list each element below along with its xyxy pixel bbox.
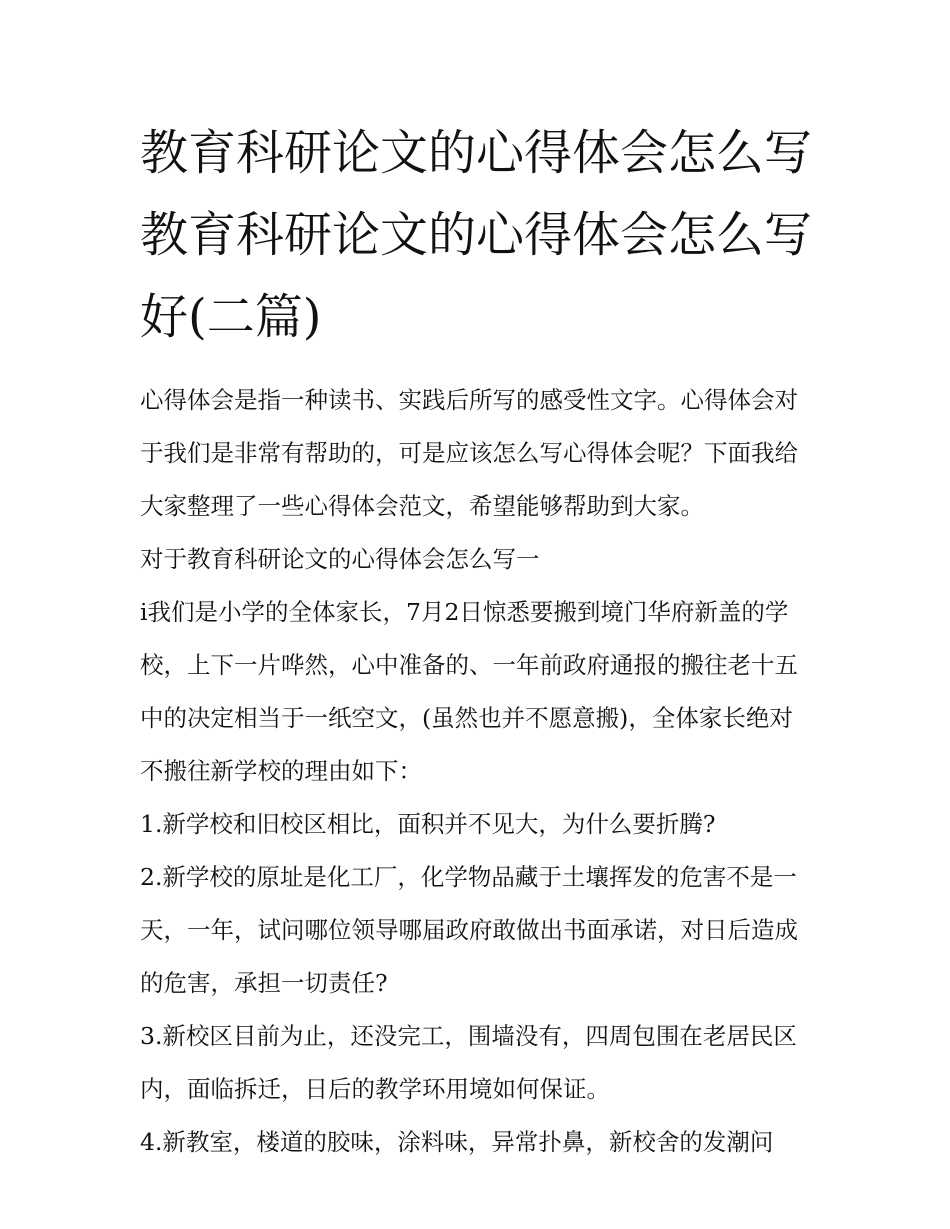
list-item-3: 3.新校区目前为止，还没完工，围墙没有，四周包围在老居民区内，面临拆迁，日后的教学环用境如何保证。 — [140, 1022, 797, 1103]
list-item-4: 4.新教室，楼道的胶味，涂料味，异常扑鼻，新校舍的发潮问 — [140, 1128, 774, 1156]
intro-paragraph: 心得体会是指一种读书、实践后所写的感受性文字。心得体会对于我们是非常有帮助的，可是应该怎么写心得体会呢？下面我给大家整理了一些心得体会范文，希望能够帮助到大家。 — [140, 386, 798, 520]
document-title: 教育科研论文的心得体会怎么写 教育科研论文的心得体会怎么写好(二篇) — [140, 125, 813, 345]
document-content — [140, 112, 815, 1169]
list-item-2: 2.新学校的原址是化工厂，化学物品藏于土壤挥发的危害不是一天，一年，试问哪位领导哪届政府敢做出书面承诺，对日后造成的危害，承担一切责任? — [140, 863, 798, 997]
body-paragraph: i我们是小学的全体家长，7月2日惊悉要搬到境门华府新盖的学校，上下一片哗然，心中准备的、一年前政府通报的搬往老十五中的决定相当于一纸空文，(虽然也并不愿意搬)，全体家长绝对不搬往新学校的理由如下： — [140, 598, 798, 785]
list-item-1: 1.新学校和旧校区相比，面积并不见大，为什么要折腾? — [140, 810, 716, 838]
section-heading: 对于教育科研论文的心得体会怎么写一 — [140, 545, 540, 573]
